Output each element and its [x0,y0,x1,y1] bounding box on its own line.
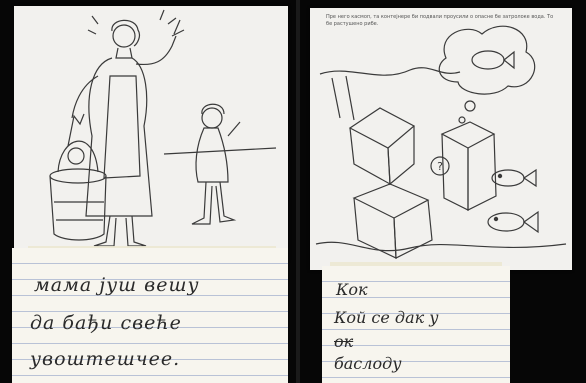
handwritten-note-left [12,248,288,383]
container-1 [350,108,414,184]
coloring-page-mother-child [14,6,288,260]
note-line-3: увоштешчее. [30,348,181,370]
note-line-2: да бађи свеће [30,312,182,334]
trash-can [50,114,106,240]
container-3 [354,184,432,258]
fish-2 [488,212,538,232]
mother-figure [72,20,184,246]
question-mark: ? [437,160,443,173]
note-line-1: мама јуш вешу [34,274,200,296]
note-line-3: ок [334,332,354,351]
container-2 [442,122,496,210]
right-photo [300,0,586,383]
coloring-page-underwater [310,8,572,270]
underwater-containers-drawing [310,8,572,270]
thought-bubble [439,26,534,123]
note-line-2: Кой се дак у [334,308,439,327]
mother-and-child-drawing [14,6,288,260]
worksheet-instruction: Пре него касмоп, та контејнере би подвали проусили о опасне бе затролоке вода. То бе растушено рибе. [326,14,554,27]
handwritten-note-right [322,266,510,383]
floor-line [164,148,276,154]
seabed [316,242,566,250]
child-figure [192,104,240,224]
note-line-1: Кок [336,280,368,299]
note-line-4: баслоду [334,354,402,373]
fish-1 [492,170,536,186]
